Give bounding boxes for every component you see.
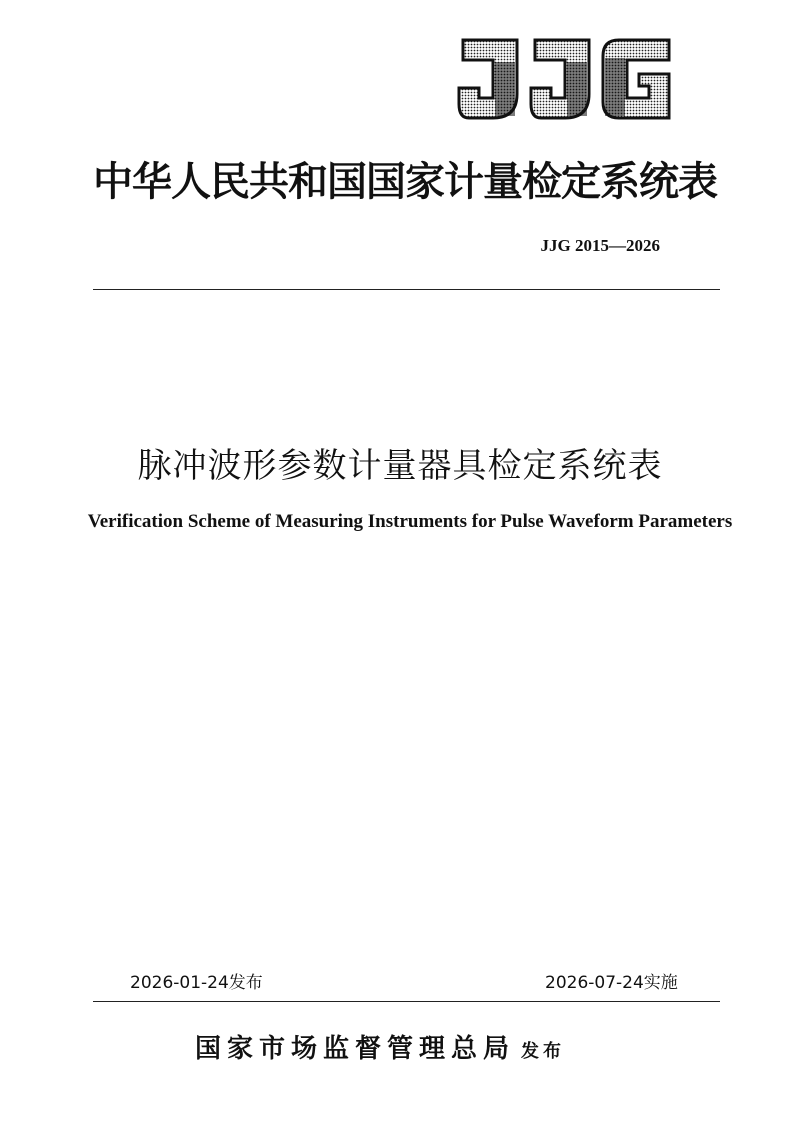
standard-code: JJG 2015—2026 [540, 236, 660, 255]
footer-divider [93, 1001, 720, 1002]
jjg-logo [455, 34, 673, 124]
header-divider [93, 289, 720, 290]
publisher-name: 国家市场监督管理总局 [195, 1034, 516, 1064]
document-title-english: Verification Scheme of Measuring Instruments for Pulse Waveform Parameters [87, 511, 733, 532]
series-title: 中华人民共和国国家计量检定系统表 [93, 159, 717, 205]
publish-action: 发布 [521, 1041, 566, 1062]
publisher-line [195, 1028, 625, 1065]
implementation-date: 2026-07-24实施 [545, 973, 678, 993]
issue-date: 2026-01-24发布 [130, 973, 263, 993]
document-title-chinese: 脉冲波形参数计量器具检定系统表 [137, 446, 663, 486]
